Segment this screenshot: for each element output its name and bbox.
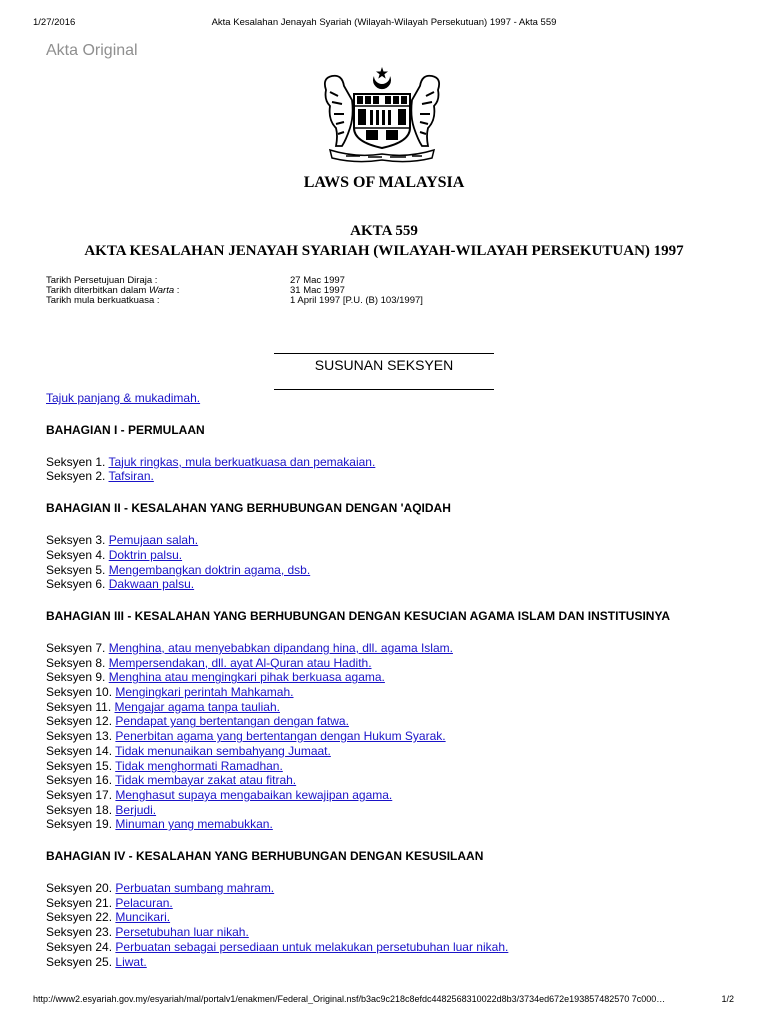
section-link[interactable]: Perbuatan sumbang mahram.	[115, 881, 275, 896]
section-row	[46, 548, 728, 563]
section-row	[46, 925, 728, 940]
akta-number: AKTA 559	[350, 223, 418, 239]
section-label: Seksyen 18.	[46, 802, 113, 817]
section-link[interactable]: Mempersendakan, dll. ayat Al-Quran atau Hadith.	[108, 655, 372, 670]
intro-link[interactable]: Tajuk panjang & mukadimah.	[46, 391, 201, 405]
section-label: Seksyen 25.	[46, 954, 113, 969]
section-row	[46, 641, 728, 656]
print-footer-url: http://www2.esyariah.gov.my/esyariah/mal/portalv1/enakmen/Federal_Original.nsf/b3ac9c218c8efdc4482568310022d8b3/3734ed672e193857482570 7c000…	[33, 994, 666, 1004]
section-row	[46, 896, 728, 911]
section-label: Seksyen 11.	[46, 699, 112, 714]
section-label: Seksyen 12.	[46, 714, 113, 729]
section-label: Seksyen 15.	[46, 758, 113, 773]
section-link[interactable]: Tajuk ringkas, mula berkuatkuasa dan pemakaian.	[108, 454, 376, 469]
section-row	[46, 670, 728, 685]
part-heading: BAHAGIAN I - PERMULAAN	[46, 422, 205, 437]
section-label: Seksyen 17.	[46, 787, 113, 802]
section-label: Seksyen 5.	[46, 562, 106, 577]
section-link[interactable]: Mengembangkan doktrin agama, dsb.	[108, 562, 311, 577]
section-label: Seksyen 13.	[46, 729, 113, 744]
susunan-seksyen-heading: SUSUNAN SEKSYEN	[314, 357, 454, 373]
section-row	[46, 955, 728, 970]
section-link[interactable]: Mengajar agama tanpa tauliah.	[114, 699, 280, 714]
meta-value: 1 April 1997 [P.U. (B) 103/1997]	[290, 295, 423, 306]
divider-top	[274, 353, 494, 354]
section-label: Seksyen 2.	[46, 469, 106, 484]
section-link[interactable]: Tidak menghormati Ramadhan.	[115, 758, 283, 773]
section-link[interactable]: Menghina, atau menyebabkan dipandang hina, dll. agama Islam.	[108, 640, 453, 655]
divider-bottom	[274, 389, 494, 390]
section-link[interactable]: Pelacuran.	[115, 895, 173, 910]
section-label: Seksyen 19.	[46, 817, 113, 832]
coat-of-arms-icon	[316, 66, 448, 164]
section-link[interactable]: Doktrin palsu.	[108, 547, 183, 562]
meta-label: Tarikh mula berkuatkuasa :	[46, 295, 160, 306]
section-link[interactable]: Perbuatan sebagai persediaan untuk melakukan persetubuhan luar nikah.	[115, 939, 509, 954]
print-header-date: 1/27/2016	[33, 17, 76, 28]
section-label: Seksyen 3.	[46, 533, 106, 548]
section-link[interactable]: Mengingkari perintah Mahkamah.	[115, 685, 294, 700]
section-row	[46, 759, 728, 774]
print-footer-page: 1/2	[721, 994, 734, 1004]
meta-label: Tarikh Persetujuan Diraja :	[46, 275, 158, 286]
part-heading: BAHAGIAN IV - KESALAHAN YANG BERHUBUNGAN DENGAN KESUSILAAN	[46, 849, 484, 864]
section-row	[46, 788, 728, 803]
section-label: Seksyen 23.	[46, 925, 113, 940]
section-label: Seksyen 6.	[46, 577, 106, 592]
meta-label-post: :	[174, 285, 180, 296]
section-link[interactable]: Tidak menunaikan sembahyang Jumaat.	[115, 743, 331, 758]
section-row	[46, 469, 728, 484]
section-link[interactable]: Menghasut supaya mengabaikan kewajipan agama.	[115, 787, 393, 802]
section-label: Seksyen 8.	[46, 655, 106, 670]
section-row	[46, 656, 728, 671]
section-label: Seksyen 9.	[46, 670, 106, 685]
section-label: Seksyen 21.	[46, 895, 113, 910]
section-label: Seksyen 10.	[46, 685, 113, 700]
part-heading: BAHAGIAN II - KESALAHAN YANG BERHUBUNGAN DENGAN 'AQIDAH	[46, 501, 451, 516]
section-row	[46, 533, 728, 548]
watermark-text: Akta Original	[46, 42, 138, 59]
section-label: Seksyen 20.	[46, 881, 113, 896]
section-row	[46, 817, 728, 832]
print-header-title: Akta Kesalahan Jenayah Syariah (Wilayah-Wilayah Persekutuan) 1997 - Akta 559	[211, 17, 557, 28]
section-row	[46, 744, 728, 759]
meta-label-pre: Tarikh diterbitkan dalam	[46, 285, 149, 296]
section-row	[46, 700, 728, 715]
section-label: Seksyen 16.	[46, 773, 113, 788]
meta-value: 31 Mac 1997	[290, 285, 345, 296]
section-label: Seksyen 1.	[46, 454, 106, 469]
parts-container	[46, 423, 728, 970]
section-row	[46, 773, 728, 788]
section-label: Seksyen 14.	[46, 743, 113, 758]
section-row	[46, 563, 728, 578]
meta-label-em: Warta	[148, 285, 175, 296]
akta-title: AKTA KESALAHAN JENAYAH SYARIAH (WILAYAH-WILAYAH PERSEKUTUAN) 1997	[84, 243, 684, 259]
section-row	[46, 685, 728, 700]
section-link[interactable]: Penerbitan agama yang bertentangan dengan Hukum Syarak.	[115, 729, 446, 744]
section-link[interactable]: Dakwaan palsu.	[108, 577, 195, 592]
section-label: Seksyen 22.	[46, 910, 113, 925]
intro-line	[46, 391, 728, 406]
section-link[interactable]: Liwat.	[115, 954, 147, 969]
section-link[interactable]: Berjudi.	[115, 802, 157, 817]
table-of-contents	[46, 391, 728, 969]
section-link[interactable]: Muncikari.	[115, 910, 171, 925]
section-link[interactable]: Menghina atau mengingkari pihak berkuasa agama.	[108, 670, 385, 685]
section-row	[46, 940, 728, 955]
part-heading: BAHAGIAN III - KESALAHAN YANG BERHUBUNGAN DENGAN KESUCIAN AGAMA ISLAM DAN INSTITUSINYA	[46, 608, 671, 623]
section-row	[46, 729, 728, 744]
section-link[interactable]: Pendapat yang bertentangan dengan fatwa.	[115, 714, 349, 729]
section-link[interactable]: Pemujaan salah.	[108, 533, 199, 548]
section-row	[46, 910, 728, 925]
section-label: Seksyen 7.	[46, 640, 106, 655]
section-row	[46, 803, 728, 818]
section-row	[46, 714, 728, 729]
meta-value: 27 Mac 1997	[290, 275, 345, 286]
section-link[interactable]: Tafsiran.	[108, 469, 154, 484]
section-link[interactable]: Minuman yang memabukkan.	[115, 817, 273, 832]
section-link[interactable]: Persetubuhan luar nikah.	[115, 925, 249, 940]
section-row	[46, 455, 728, 470]
section-label: Seksyen 24.	[46, 939, 113, 954]
section-row	[46, 881, 728, 896]
section-label: Seksyen 4.	[46, 547, 106, 562]
section-link[interactable]: Tidak membayar zakat atau fitrah.	[115, 773, 297, 788]
laws-of-malaysia-heading: LAWS OF MALAYSIA	[303, 174, 465, 191]
section-row	[46, 577, 728, 592]
